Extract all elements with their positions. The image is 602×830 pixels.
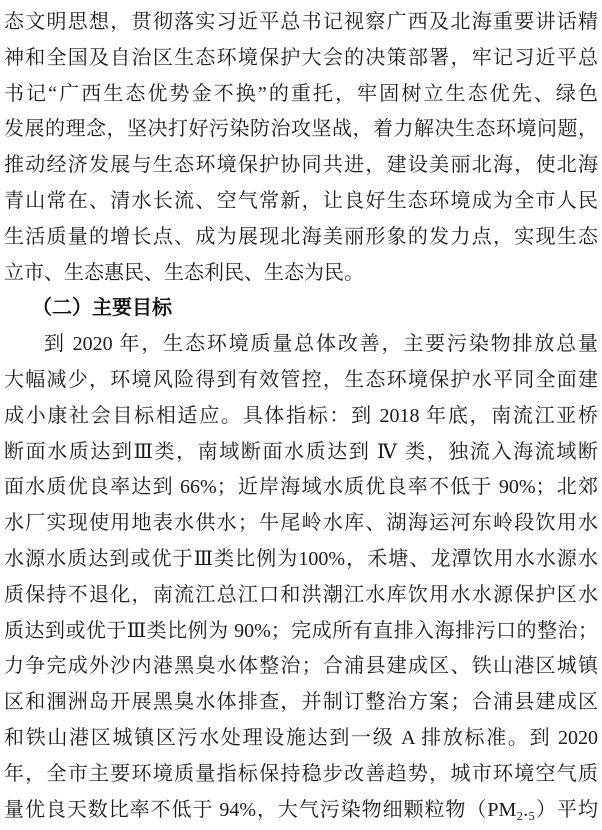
text-line: 面水质优良率达到 66%；近岸海域水质优良率不低于 90%；北郊 [4, 476, 598, 499]
text-line: 量优良天数比率不低于 94%，大气污染物细颗粒物（PM₂.₅）平均 [4, 798, 598, 821]
text-line: 力争完成外沙内港黑臭水体整治；合浦县建成区、铁山港区城镇 [4, 655, 598, 678]
text-line: 断面水质达到Ⅲ类，南域断面水质达到 Ⅳ 类，独流入海流域断 [4, 440, 598, 463]
text-line: 神和全国及自治区生态环境保护大会的决策部署，牢记习近平总 [4, 46, 598, 69]
text-line: 水厂实现使用地表水供水；牛尾岭水库、湖海运河东岭段饮用水 [4, 512, 598, 535]
text-line: 大幅减少，环境风险得到有效管控，生态环境保护水平同全面建 [4, 368, 598, 391]
text-line: 青山常在、清水长流、空气常新，让良好生态环境成为全市人民 [4, 189, 598, 212]
text-line: 推动经济发展与生态环境保护协同共进，建设美丽北海，使北海 [4, 154, 598, 177]
text-line: 成小康社会目标相适应。具体指标：到 2018 年底，南流江亚桥 [4, 404, 598, 427]
text-line: 水源水质达到或优于Ⅲ类比例为100%，禾塘、龙潭饮用水水源水 [4, 547, 598, 570]
text-line: 和铁山港区城镇区污水处理设施达到一级 A 排放标准。到 2020 [4, 726, 598, 749]
document-body [4, 5, 598, 828]
text-line: 书记“广西生态优势金不换”的重托，牢固树立生态优先、绿色 [4, 82, 598, 105]
section-heading: （二）主要目标 [32, 297, 172, 320]
text-line: 态文明思想，贯彻落实习近平总书记视察广西及北海重要讲话精 [4, 11, 598, 33]
text-line: 年，全市主要环境质量指标保持稳步改善趋势，城市环境空气质 [4, 762, 598, 785]
text-line: 立市、生态惠民、生态利民、生态为民。 [4, 261, 364, 284]
text-line: 质保持不退化，南流江总江口和洪潮江水库饮用水水源保护区水 [4, 583, 598, 606]
text-line: 质达到或优于Ⅲ类比例为 90%；完成所有直排入海排污口的整治； [4, 619, 598, 642]
text-line: 发展的理念，坚决打好污染防治攻坚战，着力解决生态环境问题， [4, 118, 598, 141]
text-line: 区和涠洲岛开展黑臭水体排查，并制订整治方案；合浦县建成区 [4, 691, 598, 714]
text-line: 生活质量的增长点、成为展现北海美丽形象的发力点，实现生态 [4, 225, 598, 248]
text-line: 到 2020 年，生态环境质量总体改善，主要污染物排放总量 [44, 333, 598, 356]
